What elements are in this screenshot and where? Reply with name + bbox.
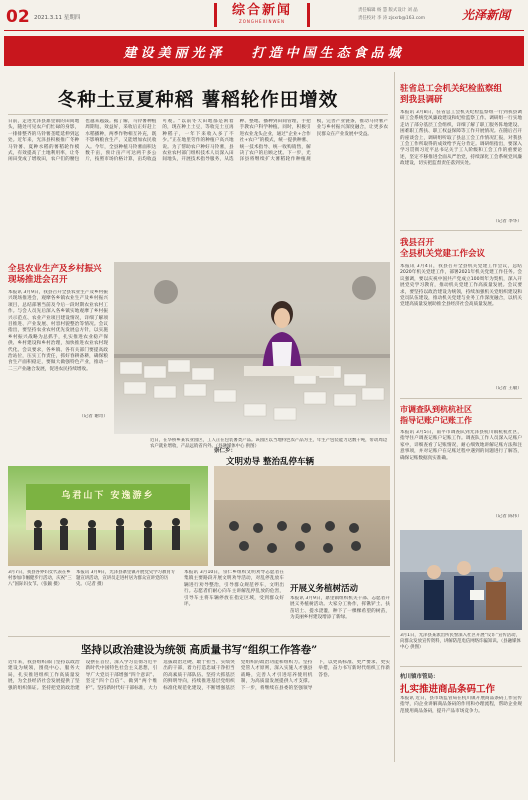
police-photo-caption: 3月1日，光泽县某派出所民警深入社区开展“反诈”宣传活动，向群众发放宣传资料，讲解防范电信网络诈骗知识。（县融媒体中心 供图） (400, 633, 521, 650)
left-story-body: 本报讯 3月9日，我县召开全县农业生产及乡村振兴现场推进会，观摩各乡镇农业生产及乡村振兴项目，总结部署当前及今后一段时期农业农村工作。与会人员先后深入各乡镇实地观摩了乡村振兴示范点、农业产业项目建设情况，详细了解项目推进、产业发展、村容村貌整治等情况。会议指出，要坚持农业农村优先发展总方针，以实施乡村振兴战略为总抓手，扎实推进农业稳产保供、乡村建设和乡村治理，加快推进农业农村现代化。会议要求，各乡镇、各有关部门要提高政治站位，压实工作责任，抓好春耕备耕，确保粮食生产面积稳定，要做大做强特色产业，推动一二三产业融合发展，促进农民持续增收。 (8, 290, 108, 372)
mid-right-body: 本报讯 3月9日，寨里镇组织机关干部、志愿者开展义务植树活动。大家分工协作，挥锹铲土、扶苗培土、提水浇灌，种下了一棵棵希望的树苗，为美丽乡村建设增添了新绿。 (290, 596, 390, 621)
newspaper-logo: 光泽新闻 (462, 8, 511, 22)
banner (4, 36, 524, 66)
right-rule-3 (400, 666, 522, 667)
main-photo (114, 262, 390, 434)
activity-photo (8, 466, 208, 566)
right-rule-1 (400, 230, 522, 231)
mid-left-body: 本报讯 3月10日，崇仁乡组织文明劝导志愿者在集镇主要路段开展文明劝导活动，对乱停乱放车辆进行劝导整治，引导群众规范停车，文明出行。志愿者们耐心向车主讲解乱停乱放的危害，引导车主将车辆停放在指定区域，受到群众好评。 (184, 570, 284, 608)
activity-photo-caption: 3月7日，我县各界妇女代表在乡村参加巾帼健步行活动，庆祝“三八”国际妇女节。（张颖 摄） (8, 570, 72, 587)
issue-date: 2021.3.11 星期四 (34, 15, 81, 21)
bottom-rule (8, 636, 390, 637)
bottom-right-headline: 扎实推进商品条码工作 (400, 684, 496, 695)
womens-day-event-photo (8, 466, 208, 566)
bottom-body: 近年来，我县组织部门坚持以政治建设为统领，围绕中心、服务大局，扎实推进组织工作高质量发展，为全县经济社会发展提供了坚强的组织保证。坚持把党的政治建设摆在首位，深入学习贯彻习近平新时代中国特色社会主义思想，引导广大党员干部增强“四个意识”、坚定“四个自信”、做到“两个维护”。坚持新时代好干部标准，大力选拔政治过硬、敢于担当、实绩突出的干部，着力打造忠诚干净担当的高素质干部队伍。坚持大抓基层的鲜明导向，持续推进基层党组织标准化规范化建设，不断增强基层党组织的政治功能和组织力。坚持党管人才原则，深入实施人才强县战略，完善人才引进培养使用机制，为高质量发展提供人才支撑。下一步，将继续在县委的坚强领导下，以更高标准、更严要求、更实举措，奋力书写新时代组织工作新答卷。 (8, 660, 390, 691)
left-story-author: （记者 谢奇） (78, 414, 108, 419)
right-top-author: （记者 李华） (492, 219, 522, 224)
left-story-headline: 全县农业生产及乡村振兴 现场推进会召开 (8, 264, 102, 285)
lead-rule (8, 114, 388, 115)
right-top-body: 本报讯 3月8日，驻省总工会机关纪检监察组一行到我县调研工会系统党风廉政建设和纪检监察工作。调研组一行实地走访了部分基层工会组织，详细了解了职工服务阵地建设、困难职工帮扶、职工权益保障等工作开展情况。在随后召开的座谈会上，调研组听取了县总工会工作情况汇报，对我县工会工作所取得的成效给予充分肯定。调研组指出，要深入学习贯彻习近平总书记关于工人阶级和工会工作的重要论述，坚定不移推进全面从严治党，持续深化工会系统党风廉政建设，切实把监督责任落到实处。 (400, 110, 522, 167)
mid-left-headline: 文明劝导 整治乱停车辆 (226, 457, 314, 467)
right-mid-body: 本报讯 3月4日，我县召开全县机关党建工作会议，总结2020年机关党建工作，部署2021年机关党建工作任务。会议强调，要以庆祝中国共产党成立100周年为契机，深入开展党史学习教育，推动机关党建工作高质量发展。会议要求，要坚持以政治建设为统领，持续加强机关党组织建设和党员队伍建设，推动机关党建与业务工作深度融合，以机关党建高质量发展助推全县经济社会高质量发展。 (400, 264, 522, 308)
page-header (0, 0, 528, 32)
column-divider (394, 72, 395, 762)
right-low-author: （记者 陈伟） (492, 514, 522, 519)
police-photo (400, 530, 522, 630)
editor-info-1: 责任编辑 杨 慧 版式设计 刘 晶 (358, 8, 418, 13)
right-low-body: 本报讯 3月5日，南平市调查队到光泽县杭川镇杭杭社区，指导住户调查记账户记账工作。调查队工作人员深入记账户家中，详细查看了记账情况，耐心细致地讲解记账方法和注意事项，并对记账户在记账过程中遇到的问题进行了解答，确保记账数据真实准确。 (400, 430, 522, 461)
main-photo-caption: 近日，在华桥乡某农业园区，工人正在包装薯类产品。该园区以当地特色农产品为主，年生产包装能力达数千吨，带动周边农户就业增收，产品远销省内外。（县融媒体中心 供图） (150, 438, 388, 449)
right-low-headline: 市调查队到杭杭社区 指导记账户记账工作 (400, 405, 472, 425)
lecture-room-photo (214, 466, 390, 566)
bottom-headline: 坚持以政治建设为统领 高质量书写“组织工作答卷” (80, 644, 318, 656)
banner-left: 建设美丽光泽 (123, 45, 226, 61)
mid-left-kicker: 崇仁乡： (214, 448, 237, 454)
section-title: 综合新闻 (231, 3, 292, 18)
lecture-photo-caption: 本报讯 3月9日，光泽县寨里镇开展党史学习教育专题宣讲活动，宣讲员走进村居为群众宣讲党的历史。（记者 摄） (76, 570, 176, 587)
right-rule-2 (400, 398, 522, 399)
bottom-right-kicker: 杭川镇市管局： (400, 674, 439, 680)
header-rule (4, 30, 524, 31)
editor-info-2: 责任校对 李 涛 zjsxrb@163.com (358, 16, 426, 21)
banner-right: 打造中国生态食品城 (251, 45, 405, 61)
bottom-right-body: 本报讯 近日，县市场监管局在杭川镇开展商品条码工作宣传指导，向企业讲解商品条码的作用和办理流程，帮助企业规范使用商品条码，提升产品市场竞争力。 (400, 696, 522, 714)
lead-body: 日前，走进光泽县寨里镇的田间地头，随处可见农户们忙碌的身影，一排排整齐的马铃薯垄畦延伸到远处。近年来，光泽县积极推广冬种马铃薯、夏种水稻的薯稻轮作模式，有效提高了土地利用率，让冬闲田变成了增收田，农户们的腰包也越来越鼓。据了解，马铃薯种植周期短、效益好，采收后正好赶上水稻播种，两季作物相互补充，既不影响粮食生产，又能增加农民收入。今年，全县种植马铃薯面积达数千亩，预计亩产可达两千多公斤，按照市场价格计算，亩均收益可观。“以前冬天田地都是闲着的，现在种上土豆，等收完土豆再种稻子，一年下来收入多了不少。”正在地里劳作的种植户高兴地说。为了帮助农户种好马铃薯，县农业农村部门组织技术人员深入田间地头，开展技术指导服务，从选种、整地、播种到田间管理，手把手教农户科学种植。同时，积极引进农业龙头企业，通过“企业+合作社+农户”的模式，统一提供种薯、统一技术指导、统一收购销售，解决了农户的后顾之忧。下一步，光泽县将继续扩大薯稻轮作种植规模，完善产业链条，推动马铃薯产业与乡村振兴深度融合，让更多农民群众在产业发展中受益。 (8, 119, 388, 163)
section-title-box (214, 3, 310, 27)
mid-right-headline: 开展义务植树活动 (290, 584, 359, 594)
lecture-photo (214, 466, 390, 566)
section-title-en: ZONGHEXINWEN (239, 19, 285, 24)
right-mid-headline: 我县召开 全县机关党建工作会议 (400, 238, 486, 259)
packaging-workshop-photo (114, 262, 390, 434)
police-community-photo (400, 530, 522, 630)
right-top-headline: 驻省总工会机关纪检监察组 到我县调研 (400, 84, 503, 105)
event-sign-text: 乌君山下 安逸游乡 (61, 491, 155, 501)
right-mid-author: （记者 王敏） (492, 386, 522, 391)
lead-headline: 冬种土豆夏种稻 薯稻轮作田增效 (57, 90, 339, 111)
page-number: 02 (6, 7, 30, 27)
